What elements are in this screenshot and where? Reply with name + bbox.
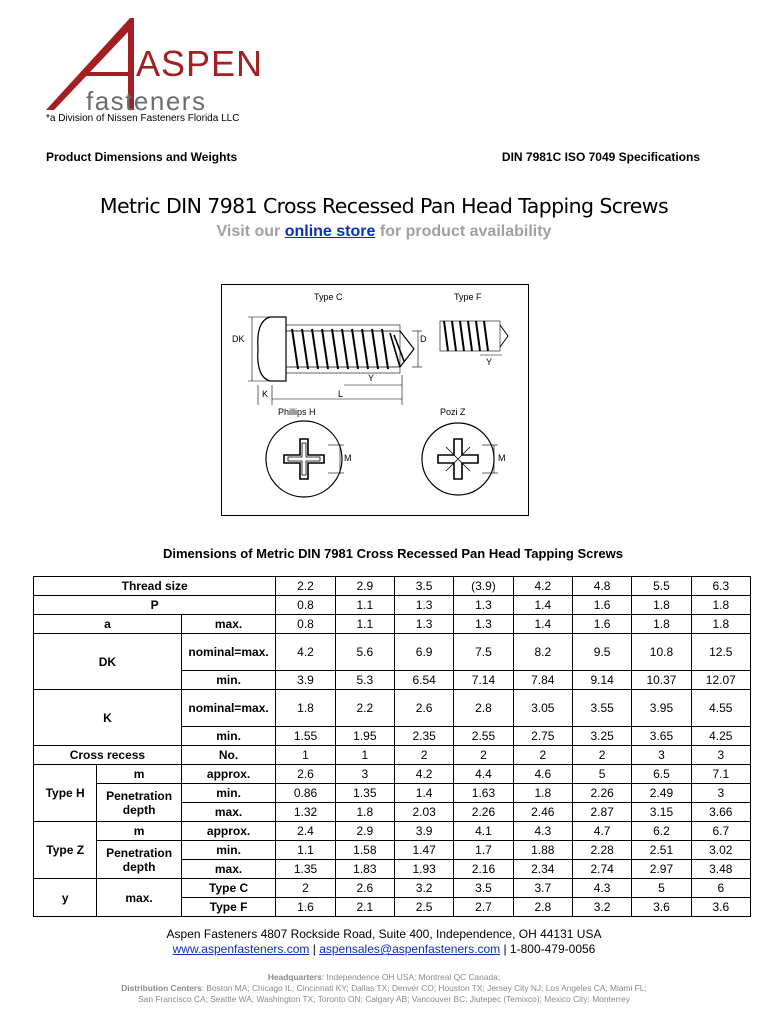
label-m-h: M: [344, 453, 352, 463]
table-cell: 2.9: [335, 822, 394, 841]
row-sub-label: approx.: [181, 765, 276, 784]
table-cell: 2.1: [335, 898, 394, 917]
table-cell: 2.28: [572, 841, 631, 860]
table-cell: 5.3: [335, 671, 394, 690]
row-label: Type H: [34, 765, 97, 822]
footer-headquarters: [0, 972, 768, 982]
table-cell: 2.7: [454, 898, 513, 917]
row-label: P: [34, 596, 276, 615]
table-cell: 1: [276, 746, 335, 765]
row-label: Penetration depth: [97, 784, 181, 822]
row-y-type-c: [34, 879, 751, 898]
table-cell: 3.5: [394, 577, 453, 596]
row-sub-label: nominal=max.: [181, 634, 276, 671]
table-cell: 1.8: [691, 615, 750, 634]
row-p: [34, 596, 751, 615]
row-label: max.: [97, 879, 181, 917]
visit-suffix: for product availability: [379, 223, 552, 240]
table-cell: 5.6: [335, 634, 394, 671]
table-cell: 4.3: [572, 879, 631, 898]
table-cell: 6.7: [691, 822, 750, 841]
table-cell: 4.4: [454, 765, 513, 784]
table-cell: 8.2: [513, 634, 572, 671]
hq-text: : Independence OH USA; Montreal QC Canada;: [321, 972, 501, 982]
table-cell: 1.1: [335, 596, 394, 615]
row-a: [34, 615, 751, 634]
table-cell: 3.6: [691, 898, 750, 917]
table-cell: 4.6: [513, 765, 572, 784]
table-cell: 10.8: [632, 634, 691, 671]
table-cell: 12.5: [691, 634, 750, 671]
row-cross-recess: [34, 746, 751, 765]
footer-contact: [0, 942, 768, 956]
label-type-f: Type F: [454, 292, 482, 302]
table-cell: 1.8: [513, 784, 572, 803]
table-cell: 10.37: [632, 671, 691, 690]
label-d: D: [420, 334, 427, 344]
visit-line: [0, 223, 768, 241]
table-cell: 1.4: [513, 596, 572, 615]
table-cell: 2.74: [572, 860, 631, 879]
row-label: y: [34, 879, 97, 917]
row-label: K: [34, 690, 182, 746]
table-cell: 3.6: [632, 898, 691, 917]
footer-address: Aspen Fasteners 4807 Rockside Road, Suite 400, Independence, OH 44131 USA: [166, 927, 602, 941]
table-cell: 1.63: [454, 784, 513, 803]
table-cell: 6.2: [632, 822, 691, 841]
table-cell: 2.5: [394, 898, 453, 917]
logo-sub-text: fasteners: [86, 86, 207, 114]
table-cell: 1.8: [335, 803, 394, 822]
table-cell: 6.5: [632, 765, 691, 784]
table-cell: 5.5: [632, 577, 691, 596]
table-cell: 2: [572, 746, 631, 765]
label-m-z: M: [498, 453, 506, 463]
dimension-lines: [248, 317, 422, 405]
row-label: m: [97, 765, 181, 784]
email-link[interactable]: aspensales@aspenfasteners.com: [319, 942, 501, 956]
table-cell: 2.55: [454, 727, 513, 746]
row-label: Thread size: [34, 577, 276, 596]
label-pozi: Pozi Z: [440, 407, 466, 417]
label-type-c: Type C: [314, 292, 343, 302]
table-cell: 2.35: [394, 727, 453, 746]
label-y-f: Y: [486, 357, 493, 367]
table-cell: 4.25: [691, 727, 750, 746]
table-cell: 1.58: [335, 841, 394, 860]
row-sub-label: max.: [181, 860, 276, 879]
table-cell: 2.2: [335, 690, 394, 727]
table-cell: 3.02: [691, 841, 750, 860]
label-y: Y: [368, 373, 375, 383]
table-cell: 7.84: [513, 671, 572, 690]
table-cell: 3.25: [572, 727, 631, 746]
table-cell: 1.83: [335, 860, 394, 879]
table-cell: 3.2: [394, 879, 453, 898]
table-cell: 1.3: [394, 596, 453, 615]
table-cell: 2.26: [454, 803, 513, 822]
table-cell: 3: [691, 784, 750, 803]
table-cell: 1.3: [454, 615, 513, 634]
table-cell: 3: [335, 765, 394, 784]
row-z-m: [34, 822, 751, 841]
row-sub-label: max.: [181, 615, 276, 634]
table-cell: 1.35: [276, 860, 335, 879]
row-sub-label: nominal=max.: [181, 690, 276, 727]
table-cell: 5: [572, 765, 631, 784]
table-cell: 1: [335, 746, 394, 765]
visit-prefix: Visit our: [216, 223, 281, 240]
website-link[interactable]: www.aspenfasteners.com: [172, 942, 310, 956]
table-cell: 2.6: [335, 879, 394, 898]
table-cell: 0.86: [276, 784, 335, 803]
table-cell: 1.6: [572, 615, 631, 634]
table-cell: 2.6: [394, 690, 453, 727]
row-sub-label: Type C: [181, 879, 276, 898]
label-phillips: Phillips H: [278, 407, 316, 417]
table-cell: 2.87: [572, 803, 631, 822]
table-cell: 7.5: [454, 634, 513, 671]
table-cell: 1.55: [276, 727, 335, 746]
row-label: Type Z: [34, 822, 97, 879]
row-label: Cross recess: [34, 746, 182, 765]
row-dk-nominal: [34, 634, 751, 671]
table-cell: 4.7: [572, 822, 631, 841]
table-cell: 3.66: [691, 803, 750, 822]
table-cell: 4.2: [513, 577, 572, 596]
table-cell: 3.48: [691, 860, 750, 879]
table-cell: 4.3: [513, 822, 572, 841]
row-z-min: [34, 841, 751, 860]
row-label: DK: [34, 634, 182, 690]
table-cell: 4.2: [394, 765, 453, 784]
table-cell: 9.14: [572, 671, 631, 690]
table-cell: 4.2: [276, 634, 335, 671]
footer-distribution-1: [0, 983, 768, 993]
table-cell: 4.8: [572, 577, 631, 596]
table-cell: 1.3: [394, 615, 453, 634]
row-label: Penetration depth: [97, 841, 181, 879]
pozi-head: [422, 423, 498, 495]
table-cell: 2.49: [632, 784, 691, 803]
table-cell: 1.8: [276, 690, 335, 727]
table-cell: 1.6: [572, 596, 631, 615]
logo-brand-text: ASPEN: [136, 43, 264, 84]
row-h-min: [34, 784, 751, 803]
table-cell: 1.4: [394, 784, 453, 803]
table-cell: 1.47: [394, 841, 453, 860]
footer-distribution-2: San Francisco CA; Seattle WA; Washington TX; Toronto ON; Calgary AB; Vancouver BC; Jiutepec (Temixco); Mexico City; Monterrey: [138, 994, 630, 1004]
table-cell: 1.88: [513, 841, 572, 860]
table-cell: 2.9: [335, 577, 394, 596]
table-cell: (3.9): [454, 577, 513, 596]
table-cell: 6: [691, 879, 750, 898]
table-cell: 3.95: [632, 690, 691, 727]
row-sub-label: max.: [181, 803, 276, 822]
table-cell: 2: [276, 879, 335, 898]
table-cell: 12.07: [691, 671, 750, 690]
header-right: DIN 7981C ISO 7049 Specifications: [501, 150, 700, 164]
aspen-logo: [44, 14, 274, 114]
hq-label: Headquarters: [267, 972, 322, 982]
label-k: K: [262, 389, 269, 399]
row-sub-label: No.: [181, 746, 276, 765]
row-label: m: [97, 822, 181, 841]
header-left: Product Dimensions and Weights: [46, 150, 238, 164]
table-cell: 1.3: [454, 596, 513, 615]
table-cell: 2.6: [276, 765, 335, 784]
table-cell: 4.55: [691, 690, 750, 727]
table-cell: 3.05: [513, 690, 572, 727]
row-sub-label: min.: [181, 671, 276, 690]
table-cell: 1.7: [454, 841, 513, 860]
table-cell: 2.03: [394, 803, 453, 822]
phone-number: | 1-800-479-0056: [503, 942, 596, 956]
table-cell: 2.4: [276, 822, 335, 841]
type-f-screw: [440, 321, 508, 355]
table-cell: 3.15: [632, 803, 691, 822]
table-title: Dimensions of Metric DIN 7981 Cross Recessed Pan Head Tapping Screws: [163, 546, 623, 561]
table-cell: 1.93: [394, 860, 453, 879]
row-sub-label: min.: [181, 727, 276, 746]
table-cell: 3.65: [632, 727, 691, 746]
table-cell: 2.51: [632, 841, 691, 860]
table-cell: 6.9: [394, 634, 453, 671]
table-cell: 3.5: [454, 879, 513, 898]
table-cell: 2.8: [454, 690, 513, 727]
table-cell: 2.8: [513, 898, 572, 917]
table-cell: 1.32: [276, 803, 335, 822]
type-c-screw: [258, 317, 414, 381]
table-cell: 4.1: [454, 822, 513, 841]
page-title: Metric DIN 7981 Cross Recessed Pan Head Tapping Screws: [99, 194, 669, 218]
table-cell: 3.55: [572, 690, 631, 727]
row-h-m: [34, 765, 751, 784]
row-sub-label: Type F: [181, 898, 276, 917]
dc-label: Distribution Centers: [121, 983, 202, 993]
table-cell: 0.8: [276, 615, 335, 634]
label-dk: DK: [232, 334, 245, 344]
table-cell: 1.4: [513, 615, 572, 634]
table-cell: 2.97: [632, 860, 691, 879]
table-cell: 2.26: [572, 784, 631, 803]
table-cell: 2.16: [454, 860, 513, 879]
division-note: *a Division of Nissen Fasteners Florida LLC: [46, 113, 240, 124]
dimensions-table: [33, 576, 751, 917]
row-label: a: [34, 615, 182, 634]
screw-diagram: [221, 284, 529, 516]
table-cell: 1.8: [632, 615, 691, 634]
table-cell: 2.34: [513, 860, 572, 879]
row-sub-label: min.: [181, 784, 276, 803]
table-cell: 9.5: [572, 634, 631, 671]
table-cell: 2: [513, 746, 572, 765]
table-cell: 2: [394, 746, 453, 765]
table-cell: 5: [632, 879, 691, 898]
label-l: L: [338, 389, 344, 399]
table-cell: 3.9: [394, 822, 453, 841]
table-cell: 3: [632, 746, 691, 765]
table-cell: 1.8: [691, 596, 750, 615]
table-cell: 1.1: [335, 615, 394, 634]
online-store-link[interactable]: online store: [284, 223, 376, 240]
table-cell: 1.6: [276, 898, 335, 917]
row-thread-size: [34, 577, 751, 596]
dc-text: : Boston MA; Chicago IL; Cincinnati KY; Dallas TX; Denver CO; Houston TX; Jersey City NJ; Los Angeles CA; Miami FL;: [201, 983, 647, 993]
table-cell: 2.46: [513, 803, 572, 822]
phillips-head: [266, 421, 344, 497]
table-cell: 2.2: [276, 577, 335, 596]
table-cell: 7.1: [691, 765, 750, 784]
table-cell: 6.3: [691, 577, 750, 596]
table-cell: 1.35: [335, 784, 394, 803]
table-cell: 3: [691, 746, 750, 765]
table-cell: 1.8: [632, 596, 691, 615]
contact-separator: |: [312, 942, 316, 956]
row-sub-label: approx.: [181, 822, 276, 841]
table-cell: 0.8: [276, 596, 335, 615]
table-cell: 3.2: [572, 898, 631, 917]
table-cell: 1.1: [276, 841, 335, 860]
table-cell: 6.54: [394, 671, 453, 690]
table-cell: 3.7: [513, 879, 572, 898]
table-cell: 2: [454, 746, 513, 765]
table-cell: 7.14: [454, 671, 513, 690]
row-k-nominal: [34, 690, 751, 727]
table-cell: 3.9: [276, 671, 335, 690]
table-cell: 1.95: [335, 727, 394, 746]
table-cell: 2.75: [513, 727, 572, 746]
row-sub-label: min.: [181, 841, 276, 860]
